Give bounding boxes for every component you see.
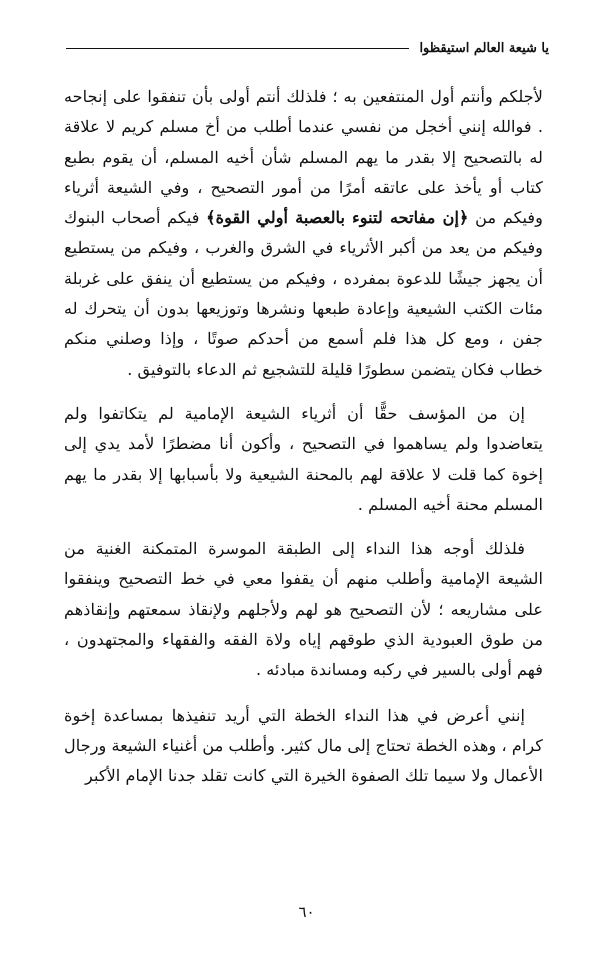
body-text — [64, 82, 543, 792]
page-number: ٦٠ — [298, 903, 315, 921]
paragraph-4: إنني أعرض في هذا النداء الخطة التي أريد تنفيذها بمساعدة إخوة كرام ، وهذه الخطة تحتاج إلى مال كثير. وأطلب من أغنياء الشيعة ورجال الأعمال ولا سيما تلك الصفوة الخيرة التي كانت تقلد جدنا الإمام الأكبر — [64, 705, 543, 786]
running-header — [66, 36, 549, 60]
paragraph-1-text-start: لأجلكم وأنتم أول المنتفعين به ؛ فلذلك أنتم أولى بأن تنفقوا على إنجاحه . فوالله إنني أخجل من نفسي عندما أطلب من أخ مسلم كريم لا علاقة له بالتصحيح إلا بقدر ما يهم المسلم شأن أخيه المسلم، أن يقوم بطبع كتاب أو يأخذ على عاتقه أمرًا من أمور التصحيح ، وفي الشيعة أثرياء وفيكم من — [64, 87, 543, 228]
header-rule — [66, 48, 409, 49]
running-header-title: يا شيعة العالم استيقظوا — [419, 40, 549, 56]
paragraph-3: فلذلك أوجه هذا النداء إلى الطبقة الموسرة المتمكنة الغنية من الشيعة الإمامية وأطلب منهم أن يقفوا معي في خط التصحيح وينفقوا على مشاريعه ؛ لأن التصحيح هو لهم ولأجلهم ولإنقاذ سمعتهم وإنقاذهم من طوق العبودية الذي طوقهم إياه ولاة الفقه والفقهاء والمجتهدون ، فهم أولى بالسير في ركبه ومساندة مبادئه . — [64, 539, 543, 680]
paragraph-2: إن من المؤسف حقًّا أن أثرياء الشيعة الإمامية لم يتكاتفوا ولم يتعاضدوا ولم يساهموا في التصحيح ، وأكون أنا مضطرًا لأمد يدي إلى إخوة كما قلت لا علاقة لهم بالمحنة الشيعية ولا بأسبابها إلا بقدر ما يهم المسلم محنة أخيه المسلم . — [64, 403, 543, 514]
quranic-quote: ﴿إن مفاتحه لتنوء بالعصبة أولي القوة﴾ — [206, 208, 469, 228]
paragraph-1 — [64, 82, 543, 385]
paragraph-1-text-end: فيكم أصحاب البنوك وفيكم من يعد من أكبر الأثرياء في الشرق والغرب ، وفيكم من يستطيع أن يجهز جيشًا للدعوة بمفرده ، وفيكم من يستطيع أن ينفق على غربلة مئات الكتب الشيعية وإعادة طبعها ونشرها وتوزيعها بدون أن يتحرك له جفن ، ومع كل هذا فلم أسمع من أحدكم صوتًا ، وإذا وصلني منكم خطاب فكان يتضمن سطورًا قليلة للتشجيع ثم الدعاء بالتوفيق . — [64, 208, 543, 379]
